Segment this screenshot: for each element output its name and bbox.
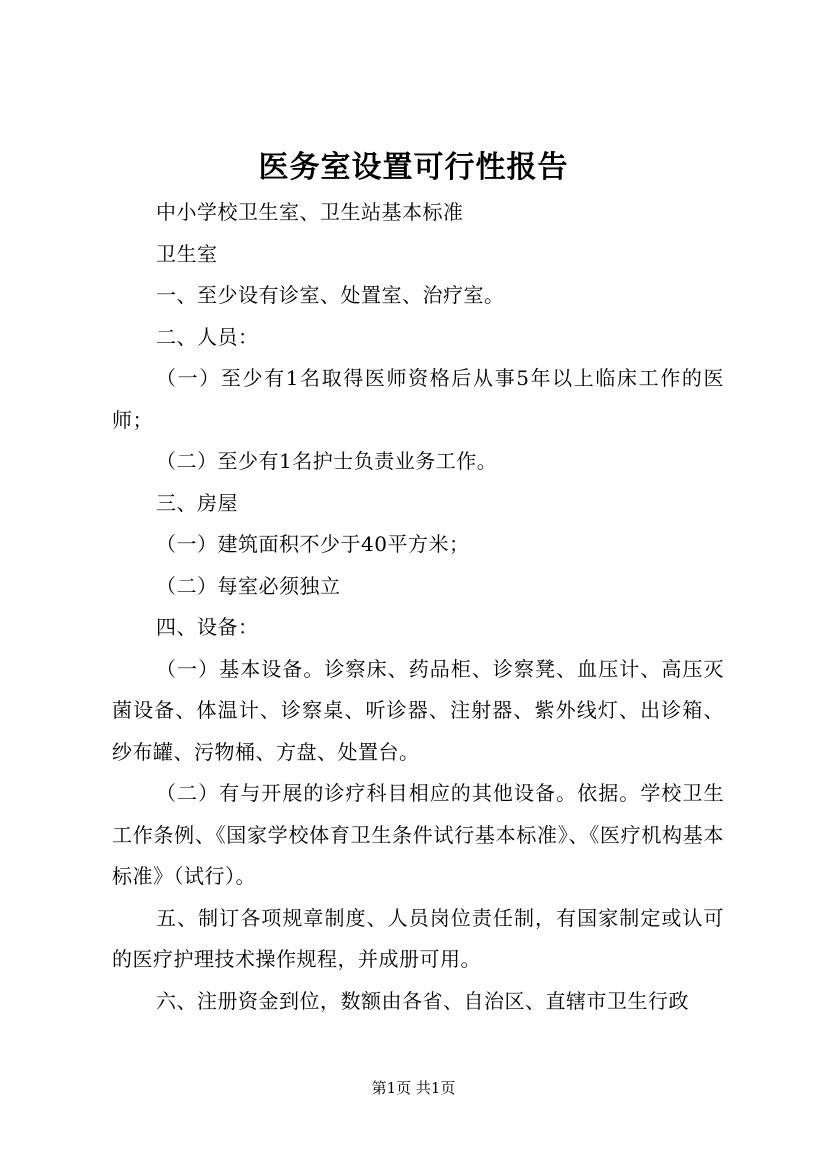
paragraph: 三、房屋 (156, 490, 238, 515)
page-footer: 第1页 共1页 (371, 1079, 456, 1097)
paragraph: （二）有与开展的诊疗科目相应的其他设备。依据。学校卫生工作条例、《国家学校体育卫生条件试行基本标准》、《医疗机构基本标准》（试行）。 (112, 781, 724, 888)
paragraph: 六、注册资金到位，数额由各省、自治区、直辖市卫生行政 (156, 988, 689, 1013)
paragraph: （二）至少有1名护士负责业务工作。 (156, 449, 498, 473)
paragraph: （一）基本设备。诊察床、药品柜、诊察凳、血压计、高压灭菌设备、体温计、诊察桌、听诊器、注射器、紫外线灯、出诊箱、纱布罐、污物桶、方盘、处置台。 (112, 656, 724, 764)
paragraph: （一）至少有1名取得医师资格后从事5年以上临床工作的医师； (112, 366, 724, 432)
paragraph: 卫生室 (156, 241, 218, 266)
paragraph: （二）每室必须独立 (156, 573, 341, 598)
paragraph: 一、至少设有诊室、处置室、治疗室。 (156, 283, 505, 307)
paragraph: （一）建筑面积不少于40平方米； (156, 532, 470, 556)
document-title: 医务室设置可行性报告 (258, 150, 569, 185)
document-body (112, 192, 724, 1022)
paragraph: 中小学校卫生室、卫生站基本标准 (156, 200, 464, 224)
paragraph: 二、人员： (156, 324, 259, 349)
paragraph: 四、设备： (156, 615, 259, 639)
paragraph: 五、制订各项规章制度、人员岗位责任制，有国家制定或认可的医疗护理技术操作规程，并成册可用。 (112, 905, 724, 971)
